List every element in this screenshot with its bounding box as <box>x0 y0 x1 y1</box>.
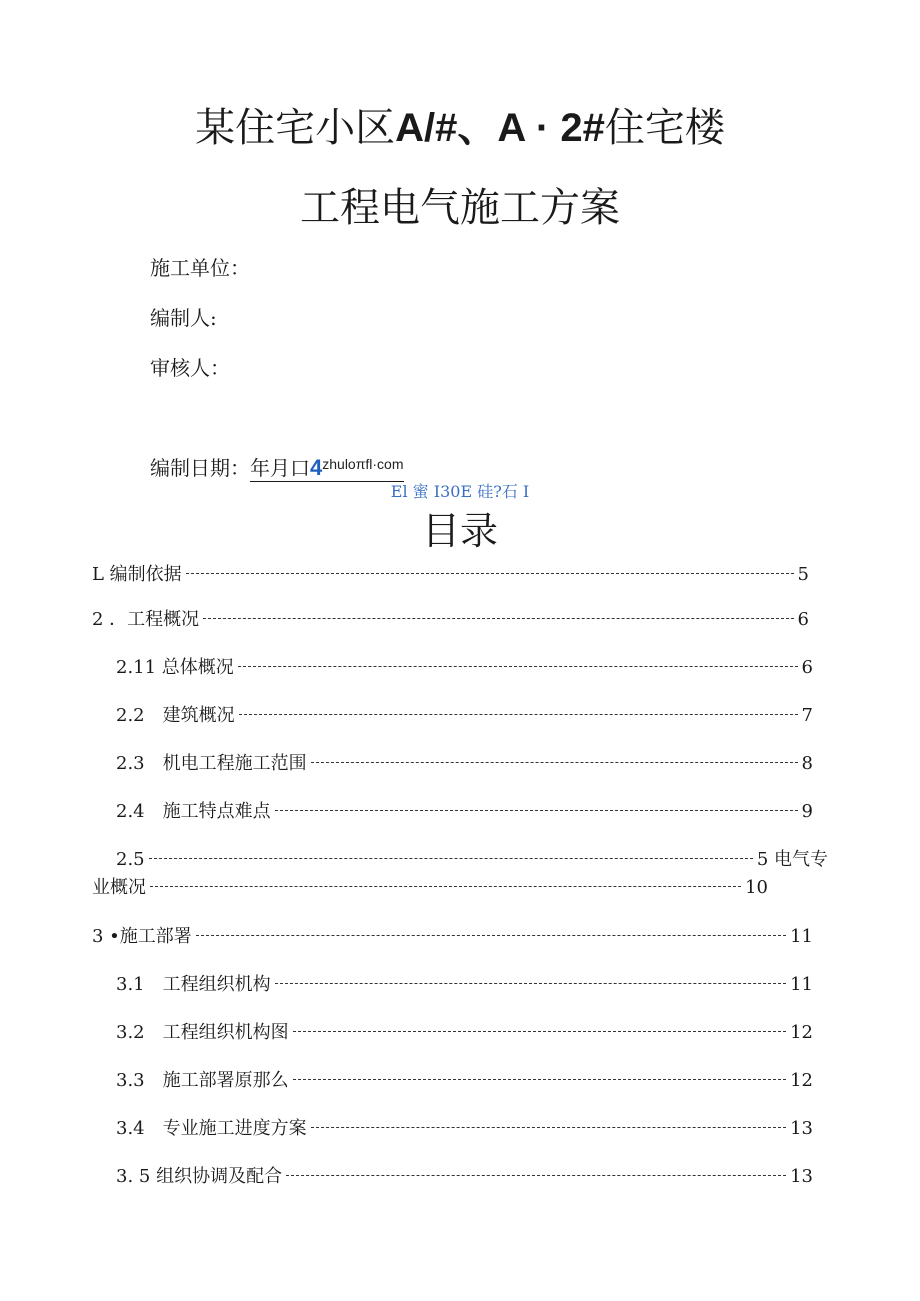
toc-entry-page: 13 <box>790 1118 813 1139</box>
compile-date-label: 编制日期： <box>150 456 250 480</box>
toc-entry-page: 6 <box>801 657 813 678</box>
toc-entry-page: 11 <box>790 974 813 995</box>
watermark-site: zhuloπfl·com <box>322 456 404 472</box>
toc-entry <box>116 1165 813 1189</box>
toc-entry-page: 9 <box>801 801 813 822</box>
toc-entry-page: 10 <box>745 877 768 898</box>
document-title-line-2: 工程电气施工方案 <box>300 185 620 231</box>
toc-entry-label: 3 •施工部署 <box>92 926 192 947</box>
toc-leader <box>293 1079 786 1080</box>
toc-entry-label: 2.3 机电工程施工范围 <box>116 753 307 774</box>
construction-unit-label: 施工单位： <box>150 256 250 280</box>
toc-entry <box>116 1021 813 1045</box>
toc-entry-page: 5 <box>797 564 809 585</box>
toc-entry-page: 13 <box>790 1166 813 1187</box>
toc-entry-page: 7 <box>801 705 813 726</box>
toc-entry-label: 2.2 建筑概况 <box>116 705 235 726</box>
toc-leader <box>196 935 786 936</box>
toc-leader <box>311 762 798 763</box>
toc-entry <box>92 608 809 632</box>
toc-entry-label: 2.5 <box>116 849 145 870</box>
toc-leader <box>149 858 753 859</box>
compile-date-row <box>150 450 404 483</box>
toc-entry-label: L 编制依据 <box>92 564 182 585</box>
editor-label: 编制人: <box>150 306 217 330</box>
toc-leader <box>203 618 793 619</box>
toc-entry-page: 5 电气专 <box>756 849 828 870</box>
title-suffix: 住宅楼 <box>604 105 725 151</box>
toc-entry-page: 8 <box>801 753 813 774</box>
title-prefix: 某住宅小区 <box>195 105 396 151</box>
toc-entry <box>116 973 813 997</box>
watermark-number: 4 <box>310 455 323 480</box>
date-text: 年月口 <box>250 456 310 480</box>
toc-entry-label: 3.4 专业施工进度方案 <box>116 1118 307 1139</box>
toc-leader <box>293 1031 786 1032</box>
toc-entry-page: 12 <box>790 1022 813 1043</box>
toc-leader <box>286 1175 786 1176</box>
toc-leader <box>239 714 798 715</box>
toc-entry-page: 6 <box>797 609 809 630</box>
toc-leader <box>186 573 794 574</box>
toc-entry-label: 业概况 <box>92 877 146 898</box>
toc-entry <box>92 876 768 900</box>
toc-entry-label: 3.2 工程组织机构图 <box>116 1022 289 1043</box>
toc-heading: 目录 <box>421 509 498 553</box>
toc-entry <box>116 1069 813 1093</box>
toc-entry <box>116 848 828 872</box>
toc-entry-label: 3.1 工程组织机构 <box>116 974 271 995</box>
toc-entry-label: 3.3 施工部署原那么 <box>116 1070 289 1091</box>
toc-leader <box>238 666 798 667</box>
toc-leader <box>150 886 741 887</box>
toc-entry-page: 12 <box>790 1070 813 1091</box>
toc-entry-label: 2.11 总体概况 <box>116 657 234 678</box>
document-title-line-1 <box>0 104 920 152</box>
watermark-logo <box>310 455 404 480</box>
toc-entry <box>92 925 813 949</box>
toc-leader <box>311 1127 786 1128</box>
toc-entry-label: 2.4 施工特点难点 <box>116 801 271 822</box>
toc-entry <box>116 1117 813 1141</box>
toc-leader <box>275 810 798 811</box>
toc-entry <box>116 752 813 776</box>
toc-entry <box>116 704 813 728</box>
toc-entry-page: 11 <box>790 926 813 947</box>
garbled-subline: El 蜜 I30E 硅?石 I <box>390 482 530 501</box>
compile-date-value <box>250 456 404 482</box>
title-building-codes: A/#、A · 2# <box>395 106 605 150</box>
toc-leader <box>275 983 786 984</box>
toc-entry <box>116 800 813 824</box>
toc-entry <box>116 656 813 680</box>
toc-entry-label: 2 ．工程概况 <box>92 609 200 630</box>
reviewer-label: 审核人： <box>150 356 230 380</box>
toc-entry-label: 3. 5 组织协调及配合 <box>116 1166 283 1187</box>
toc-entry <box>92 563 809 587</box>
